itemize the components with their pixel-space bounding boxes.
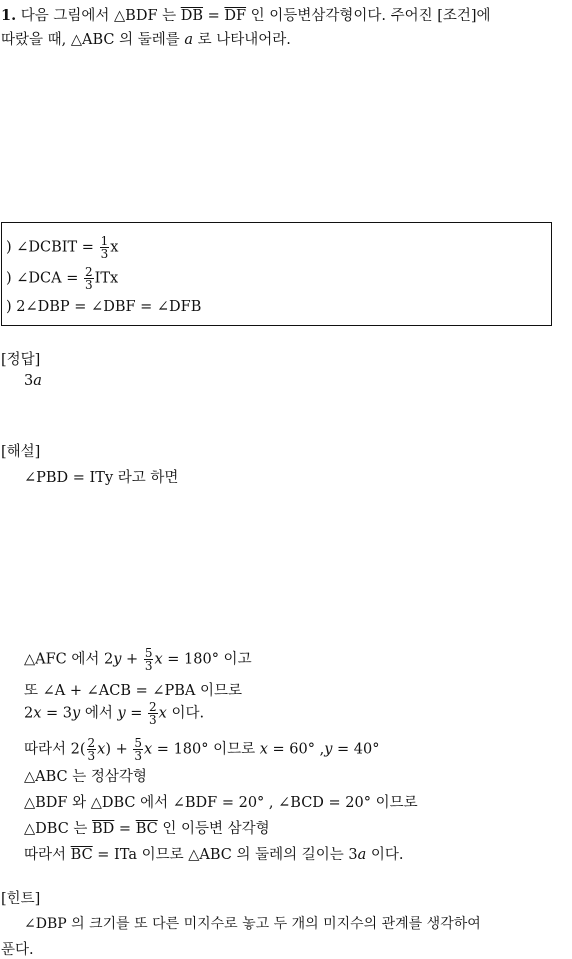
condition-2 <box>6 266 118 291</box>
segment-db: $\overline{DB}$ <box>180 8 204 24</box>
solution-line-7 <box>24 817 270 838</box>
solution-text: = 180° 이고 <box>162 651 252 668</box>
answer-variable: a <box>33 373 42 389</box>
solution-text: = 180° 이므로 <box>152 741 260 758</box>
solution-text: 이다. <box>366 847 404 863</box>
fraction <box>84 266 94 291</box>
answer-label: [정답] <box>1 352 41 368</box>
variable-y: y <box>117 705 126 722</box>
condition-text: ) 2∠DBP = ∠DBF = ∠DFB <box>6 299 202 315</box>
numerator: 1 <box>100 234 109 248</box>
solution-line-5: △ABC 는 정삼각형 <box>24 769 147 785</box>
solution-text: 2 <box>24 705 34 722</box>
solution-text: = ITa 이므로 △ABC 의 둘레의 길이는 3 <box>92 847 358 863</box>
problem-text: 다음 그림에서 △BDF 는 <box>20 8 181 24</box>
denominator: 3 <box>87 749 96 763</box>
solution-text: = 60° , <box>267 741 325 758</box>
solution-text: 따라서 <box>24 847 71 863</box>
equals-sign: = <box>203 8 225 24</box>
conditions-box <box>1 222 552 326</box>
variable-y: y <box>113 651 122 668</box>
solution-text: = 40° <box>332 741 380 758</box>
condition-text: ITx <box>94 270 119 287</box>
variable-y: y <box>324 741 333 758</box>
numerator: 5 <box>134 736 143 750</box>
solution-line-4 <box>24 737 380 762</box>
variable-a: a <box>184 32 194 48</box>
problem-statement-line2 <box>1 28 291 49</box>
solution-text: + <box>121 651 143 668</box>
denominator: 3 <box>134 749 143 763</box>
solution-text: △DBC 는 <box>24 821 93 837</box>
solution-text: ) + <box>105 741 133 758</box>
solution-line-3 <box>24 701 204 726</box>
solution-text: △AFC 에서 2 <box>24 651 114 668</box>
condition-text: ) ∠DCBIT = <box>6 239 99 256</box>
segment-bc: $\overline{BC}$ <box>135 821 158 837</box>
problem-text: 인 이등변삼각형이다. 주어진 [조건]에 <box>246 8 491 24</box>
solution-line-1 <box>24 647 252 672</box>
variable-x: x <box>158 705 167 722</box>
hint-line-1: ∠DBP 의 크기를 또 다른 미지수로 놓고 두 개의 미지수의 관계를 생각하여 <box>24 916 481 932</box>
problem-text: 따랐을 때, △ABC 의 둘레를 <box>1 32 185 48</box>
solution-text: 인 이등변 삼각형 <box>157 821 270 837</box>
answer-coefficient: 3 <box>24 373 34 389</box>
variable-a: a <box>357 847 367 863</box>
problem-statement-line1 <box>1 4 491 25</box>
solution-text: = <box>125 705 148 722</box>
condition-1 <box>6 235 118 260</box>
variable-x: x <box>97 741 106 758</box>
variable-x: x <box>259 741 268 758</box>
fraction <box>100 235 110 260</box>
numerator: 5 <box>144 646 153 660</box>
solution-line-8 <box>24 843 403 864</box>
condition-3 <box>6 299 201 315</box>
solution-text: 따라서 2( <box>24 741 86 758</box>
denominator: 3 <box>144 659 153 673</box>
segment-df: $\overline{DF}$ <box>224 8 247 24</box>
numerator: 2 <box>87 736 96 750</box>
numerator: 2 <box>149 700 157 714</box>
variable-x: x <box>33 705 42 722</box>
variable-x: x <box>154 651 163 668</box>
denominator: 3 <box>100 247 109 261</box>
fraction <box>133 737 143 762</box>
fraction <box>148 701 158 726</box>
solution-text: 이다. <box>166 705 205 722</box>
solution-line-6: △BDF 와 △DBC 에서 ∠BDF = 20° , ∠BCD = 20° 이므로 <box>24 795 418 811</box>
numerator: 2 <box>84 265 93 279</box>
variable-x: x <box>144 741 153 758</box>
segment-bd: $\overline{BD}$ <box>92 821 115 837</box>
condition-text: x <box>110 239 119 256</box>
fraction <box>144 647 154 672</box>
solution-text: 에서 <box>80 705 118 722</box>
hint-label: [힌트] <box>1 891 41 907</box>
variable-y: y <box>72 705 81 722</box>
fraction <box>87 737 97 762</box>
denominator: 3 <box>149 713 157 727</box>
solution-line-2: 또 ∠A + ∠ACB = ∠PBA 이므로 <box>24 683 243 699</box>
solution-text: = 3 <box>41 705 73 722</box>
solution-intro: ∠PBD = ITy 라고 하면 <box>24 470 179 486</box>
solution-label: [해설] <box>1 444 41 460</box>
segment-bc: $\overline{BC}$ <box>70 847 93 863</box>
problem-number: 1. <box>1 7 17 24</box>
condition-text: ) ∠DCA = <box>6 270 83 287</box>
problem-text: 로 나타내어라. <box>193 32 291 48</box>
equals-sign: = <box>114 821 136 837</box>
denominator: 3 <box>84 278 93 292</box>
hint-line-2: 푼다. <box>1 942 34 958</box>
answer-value <box>24 373 42 389</box>
